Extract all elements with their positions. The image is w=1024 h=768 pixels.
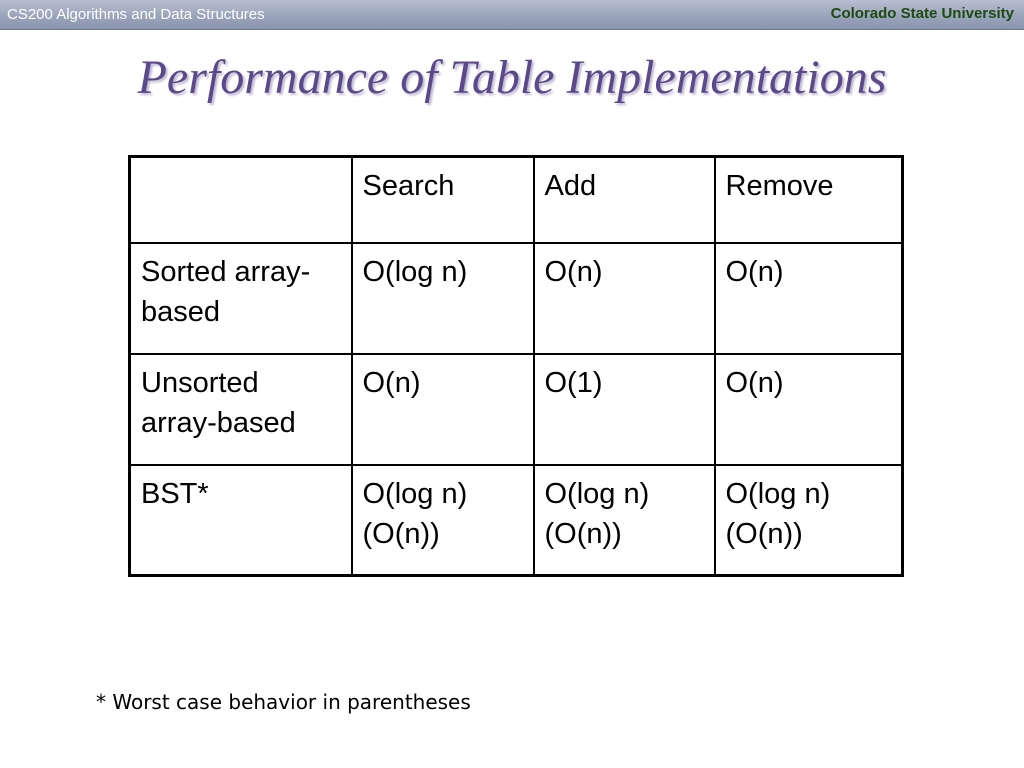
complexity-value: O(1) (544, 366, 603, 399)
add-cell (534, 354, 715, 465)
complexity-value: O(n) (725, 366, 784, 399)
table-header-row (130, 157, 903, 243)
performance-table (128, 155, 904, 577)
worst-case-value: (O(n)) (544, 517, 622, 550)
worst-case-value: (O(n)) (362, 517, 440, 550)
add-cell (534, 243, 715, 354)
complexity-value: O(n) (725, 255, 784, 288)
add-cell (534, 465, 715, 576)
worst-case-value: (O(n)) (725, 517, 803, 550)
complexity-value: O(log n) (725, 477, 831, 510)
slide-title: Performance of Table Implementations (137, 51, 887, 104)
row-label-line: BST* (141, 477, 209, 510)
header-cell-corner (130, 157, 352, 243)
table-row (130, 354, 903, 465)
row-label-line: based (141, 295, 221, 328)
row-label-cell (130, 354, 352, 465)
complexity-value: O(log n) (544, 477, 650, 510)
row-label-line: Sorted array- (141, 255, 311, 288)
search-cell (352, 243, 534, 354)
table-row (130, 243, 903, 354)
remove-cell (715, 243, 903, 354)
complexity-value: O(log n) (362, 255, 468, 288)
remove-cell (715, 465, 903, 576)
remove-cell (715, 354, 903, 465)
complexity-value: O(n) (362, 366, 421, 399)
row-label-line: array-based (141, 406, 296, 439)
table-row (130, 465, 903, 576)
complexity-value: O(n) (544, 255, 603, 288)
header-bar (0, 0, 1024, 30)
header-cell-remove: Remove (715, 157, 903, 243)
complexity-value: O(log n) (362, 477, 468, 510)
footnote: * Worst case behavior in parentheses (96, 690, 471, 714)
university-name: Colorado State University (830, 5, 1014, 22)
row-label-cell (130, 465, 352, 576)
search-cell (352, 354, 534, 465)
search-cell (352, 465, 534, 576)
course-name: CS200 Algorithms and Data Structures (7, 6, 265, 23)
row-label-cell (130, 243, 352, 354)
header-cell-add: Add (534, 157, 715, 243)
row-label-line: Unsorted (141, 366, 259, 399)
header-cell-search: Search (352, 157, 534, 243)
